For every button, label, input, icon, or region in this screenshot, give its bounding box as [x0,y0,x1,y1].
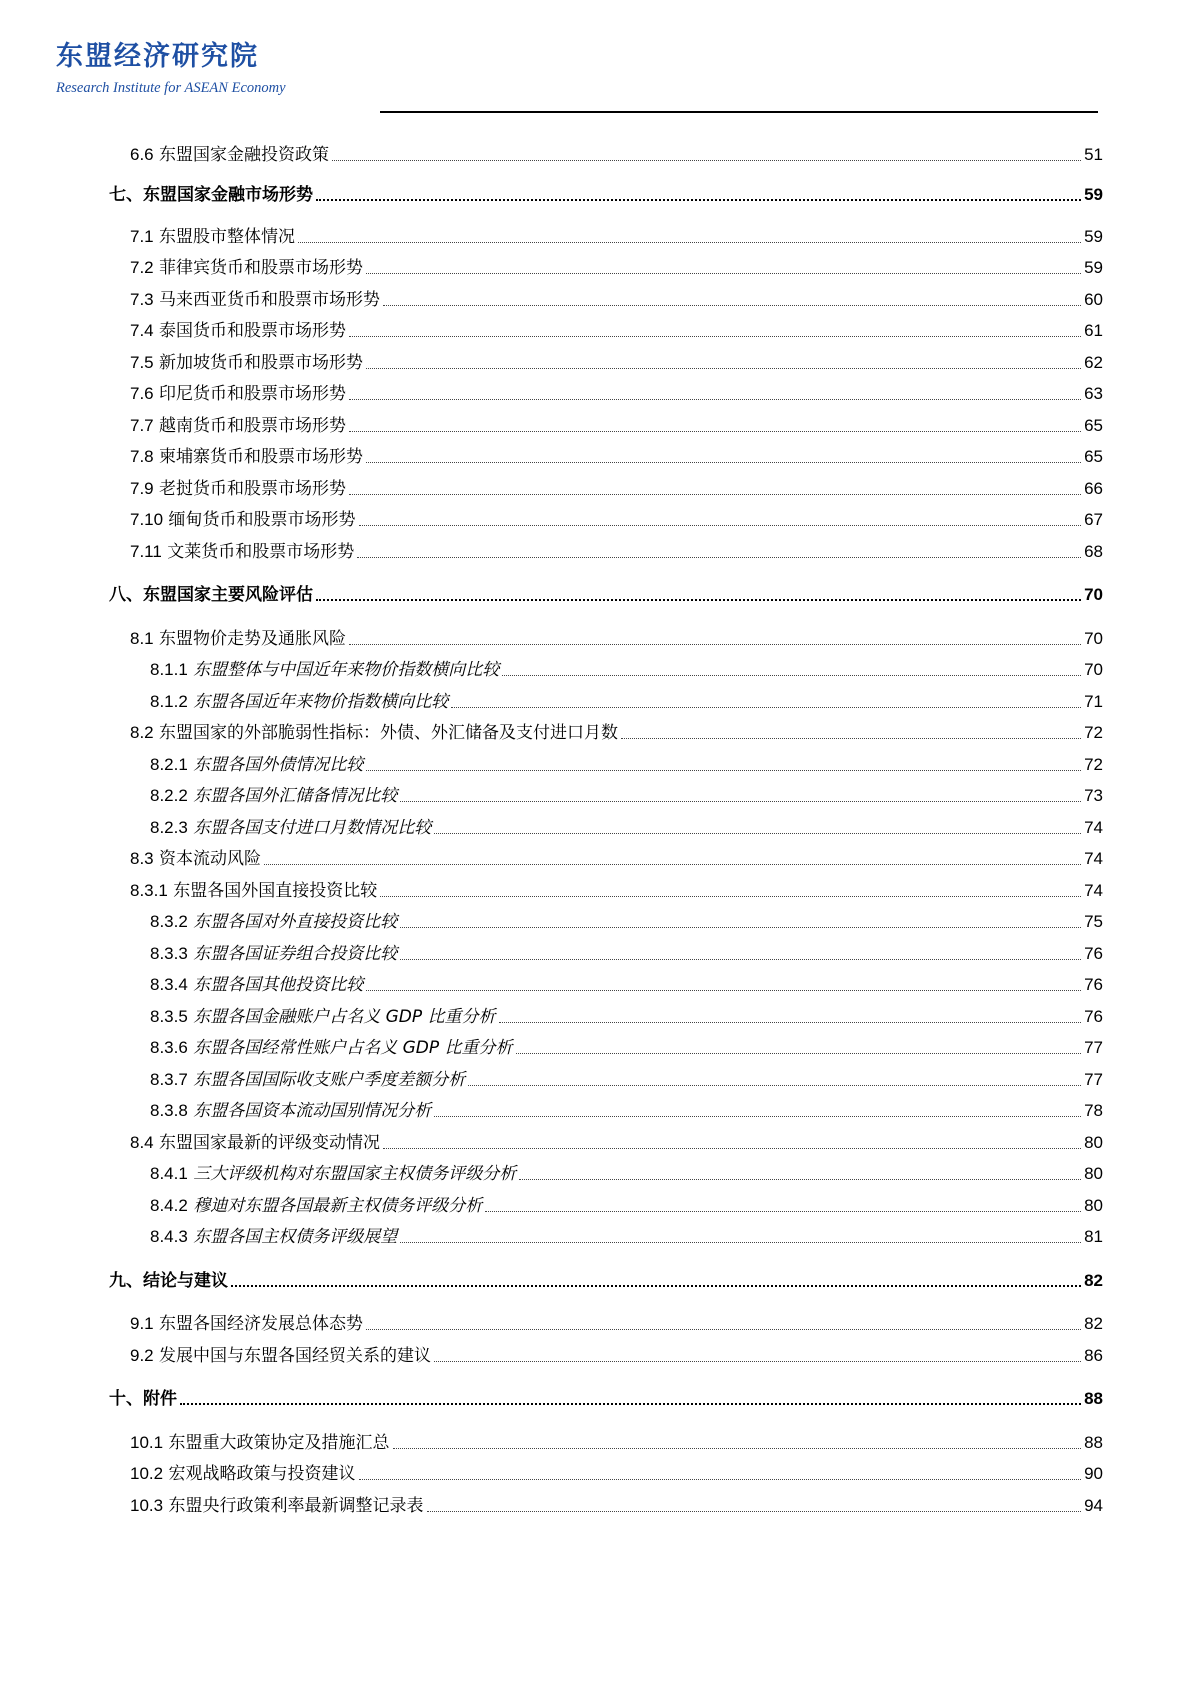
toc-entry-9-2[interactable]: 9.2 发展中国与东盟各国经贸关系的建议 86 [130,1346,1103,1366]
toc-entry-8-3-3[interactable]: 8.3.3 东盟各国证券组合投资比较 76 [150,944,1103,964]
toc-entry-8-4-3[interactable]: 8.4.3 东盟各国主权债务评级展望 81 [150,1227,1103,1247]
org-logo-chinese: 东盟经济研究院 [56,41,259,72]
toc-entry-8-4-1[interactable]: 8.4.1 三大评级机构对东盟国家主权债务评级分析 80 [150,1164,1103,1184]
toc-entry-8-3-7[interactable]: 8.3.7 东盟各国国际收支账户季度差额分析 77 [150,1070,1103,1090]
org-logo-english: Research Institute for ASEAN Economy [56,80,286,96]
toc-entry-8-2-2[interactable]: 8.2.2 东盟各国外汇储备情况比较 73 [150,786,1103,806]
toc-chapter-10[interactable]: 十、附件 88 [109,1389,1103,1409]
toc-entry-8-3-5[interactable]: 8.3.5 东盟各国金融账户占名义 GDP 比重分析 76 [150,1007,1103,1027]
toc-entry-7-9[interactable]: 7.9 老挝货币和股票市场形势 66 [130,479,1103,499]
toc-entry-6-6[interactable]: 6.6 东盟国家金融投资政策 51 [130,145,1103,165]
toc-entry-8-2-1[interactable]: 8.2.1 东盟各国外债情况比较 72 [150,755,1103,775]
toc-entry-7-2[interactable]: 7.2 菲律宾货币和股票市场形势 59 [130,258,1103,278]
toc-entry-8-2[interactable]: 8.2 东盟国家的外部脆弱性指标：外债、外汇储备及支付进口月数 72 [130,723,1103,743]
toc-entry-7-5[interactable]: 7.5 新加坡货币和股票市场形势 62 [130,353,1103,373]
toc-entry-8-3-1[interactable]: 8.3.1 东盟各国外国直接投资比较 74 [130,881,1103,901]
toc-entry-8-3-8[interactable]: 8.3.8 东盟各国资本流动国别情况分析 78 [150,1101,1103,1121]
toc-entry-8-3[interactable]: 8.3 资本流动风险 74 [130,849,1103,869]
toc-chapter-9[interactable]: 九、结论与建议 82 [109,1271,1103,1291]
toc-entry-8-2-3[interactable]: 8.2.3 东盟各国支付进口月数情况比较 74 [150,818,1103,838]
toc-entry-9-1[interactable]: 9.1 东盟各国经济发展总体态势 82 [130,1314,1103,1334]
toc-entry-7-8[interactable]: 7.8 柬埔寨货币和股票市场形势 65 [130,447,1103,467]
toc-entry-10-1[interactable]: 10.1 东盟重大政策协定及措施汇总 88 [130,1433,1103,1453]
toc-entry-8-4-2[interactable]: 8.4.2 穆迪对东盟各国最新主权债务评级分析 80 [150,1196,1103,1216]
toc-entry-8-1-1[interactable]: 8.1.1 东盟整体与中国近年来物价指数横向比较 70 [150,660,1103,680]
toc-entry-8-1[interactable]: 8.1 东盟物价走势及通胀风险 70 [130,629,1103,649]
toc-entry-8-3-6[interactable]: 8.3.6 东盟各国经常性账户占名义 GDP 比重分析 77 [150,1038,1103,1058]
toc-entry-10-3[interactable]: 10.3 东盟央行政策利率最新调整记录表 94 [130,1496,1103,1516]
toc-entry-8-3-4[interactable]: 8.3.4 东盟各国其他投资比较 76 [150,975,1103,995]
toc-entry-7-1[interactable]: 7.1 东盟股市整体情况 59 [130,227,1103,247]
toc-entry-7-6[interactable]: 7.6 印尼货币和股票市场形势 63 [130,384,1103,404]
toc-entry-7-11[interactable]: 7.11 文莱货币和股票市场形势 68 [130,542,1103,562]
toc-entry-10-2[interactable]: 10.2 宏观战略政策与投资建议 90 [130,1464,1103,1484]
toc-entry-8-3-2[interactable]: 8.3.2 东盟各国对外直接投资比较 75 [150,912,1103,932]
toc-chapter-7[interactable]: 七、东盟国家金融市场形势 59 [109,185,1103,205]
toc-chapter-8[interactable]: 八、东盟国家主要风险评估 70 [109,585,1103,605]
toc-entry-8-1-2[interactable]: 8.1.2 东盟各国近年来物价指数横向比较 71 [150,692,1103,712]
toc-entry-8-4[interactable]: 8.4 东盟国家最新的评级变动情况 80 [130,1133,1103,1153]
toc-entry-7-10[interactable]: 7.10 缅甸货币和股票市场形势 67 [130,510,1103,530]
toc-entry-7-3[interactable]: 7.3 马来西亚货币和股票市场形势 60 [130,290,1103,310]
toc-entry-7-7[interactable]: 7.7 越南货币和股票市场形势 65 [130,416,1103,436]
toc-entry-7-4[interactable]: 7.4 泰国货币和股票市场形势 61 [130,321,1103,341]
